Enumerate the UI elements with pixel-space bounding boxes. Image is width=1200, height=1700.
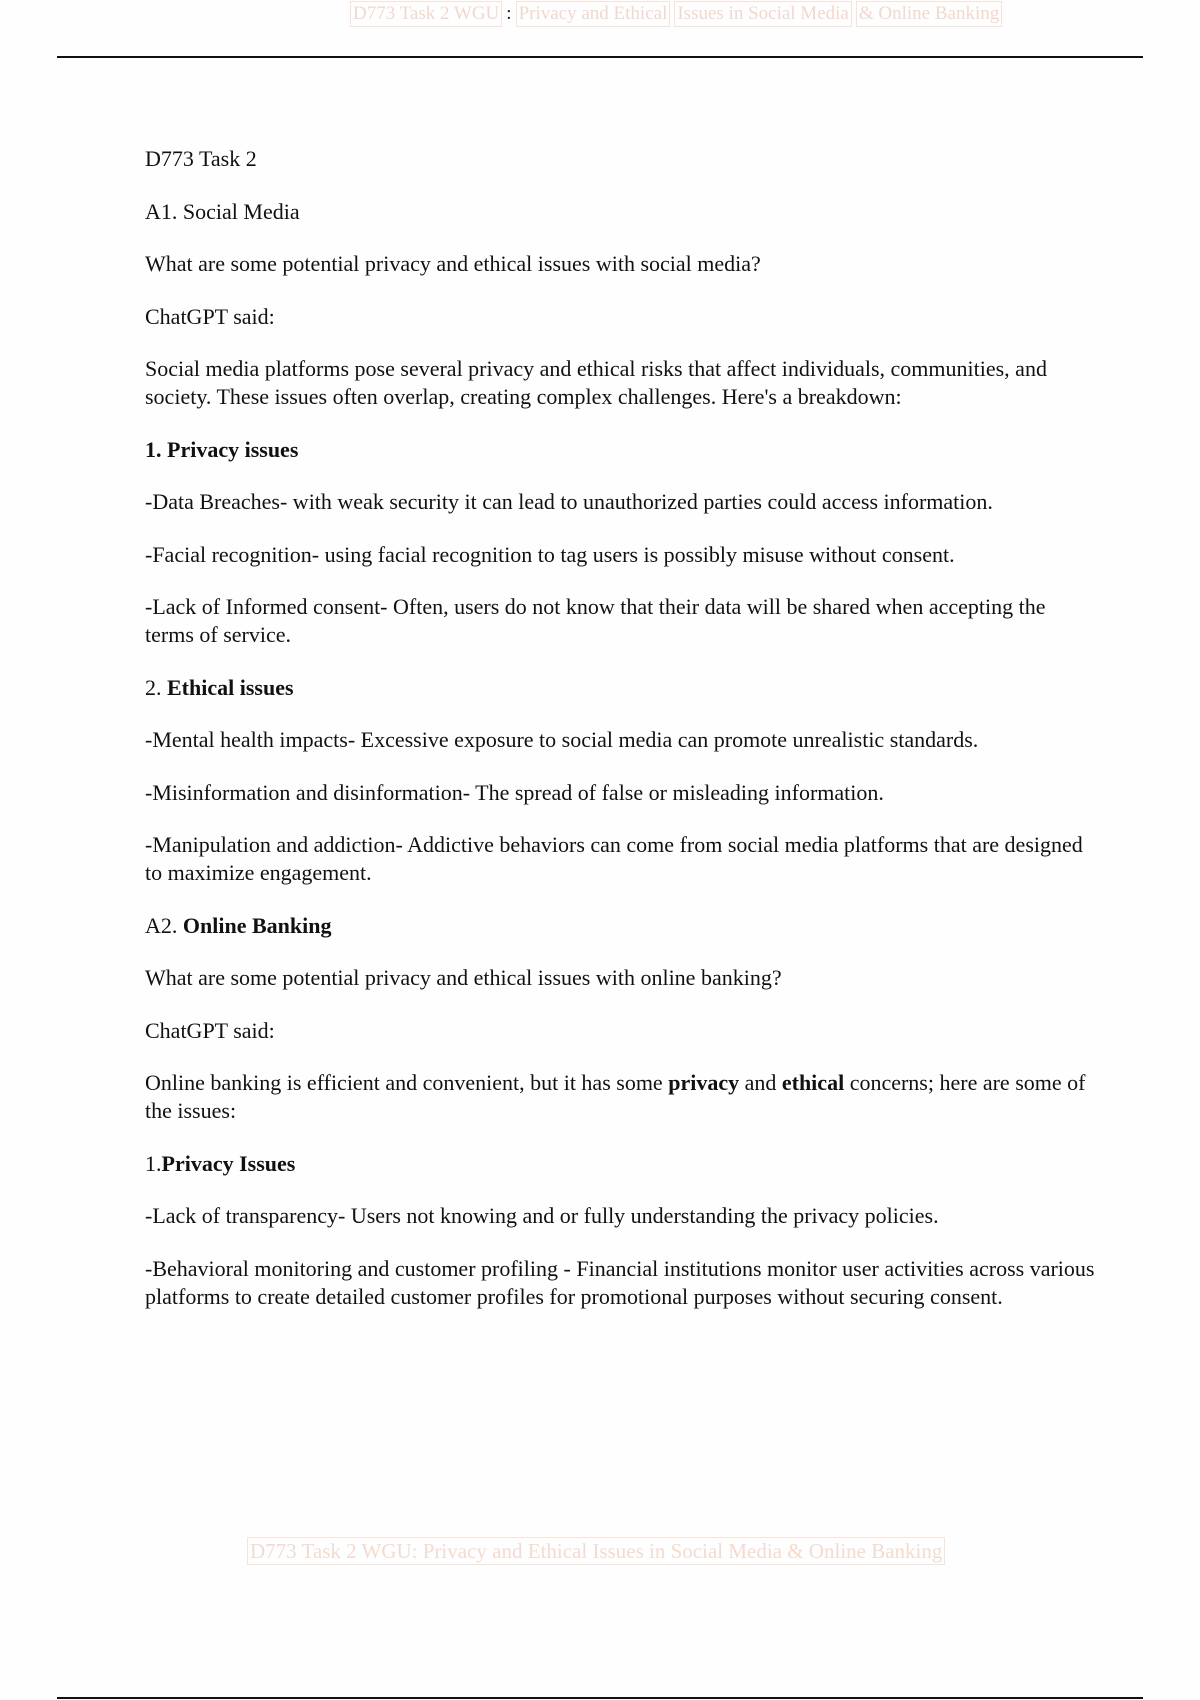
list-item: -Lack of Informed consent- Often, users do not know that their data will be shared when accepting the terms of service. bbox=[145, 594, 1046, 647]
a1-ethical-number: 2. bbox=[145, 674, 167, 700]
watermark-text: Issues in Social Media bbox=[674, 1, 852, 27]
watermark-text: Privacy and Ethical bbox=[516, 1, 671, 27]
a2-privacy-number: 1. bbox=[145, 1150, 162, 1176]
a2-intro-privacy: privacy bbox=[668, 1070, 740, 1095]
a2-intro bbox=[145, 1069, 1095, 1125]
list-item: -Lack of transparency- Users not knowing and or fully understanding the privacy policies. bbox=[145, 1203, 939, 1228]
list-item: -Data Breaches- with weak security it can lead to unauthorized parties could access information. bbox=[145, 489, 993, 514]
a1-ethical-heading bbox=[145, 674, 1095, 702]
watermark-footer: D773 Task 2 WGU: Privacy and Ethical Issues in Social Media & Online Banking bbox=[247, 1537, 945, 1565]
a2-privacy-heading-text: Privacy Issues bbox=[161, 1150, 296, 1176]
section-heading-a1: A1. Social Media bbox=[145, 198, 300, 224]
section-heading-a2 bbox=[145, 912, 1095, 940]
a1-ethical-heading-text: Ethical issues bbox=[167, 674, 294, 700]
list-item: -Mental health impacts- Excessive exposure to social media can promote unrealistic standards. bbox=[145, 727, 979, 752]
a1-privacy-heading bbox=[145, 436, 1095, 464]
a2-intro-part: Online banking is efficient and convenient, but it has some bbox=[145, 1070, 669, 1095]
footer-divider bbox=[57, 1697, 1143, 1699]
watermark-separator: : bbox=[506, 3, 512, 24]
a1-intro: Social media platforms pose several privacy and ethical risks that affect individuals, communities, and society. These issues often overlap, creating complex challenges. Here's a breakdown: bbox=[145, 356, 1047, 409]
list-item: -Manipulation and addiction- Addictive behaviors can come from social media platforms that are designed to maximize engagement. bbox=[145, 832, 1083, 885]
document-body bbox=[145, 145, 1095, 1335]
list-item: -Facial recognition- using facial recognition to tag users is possibly misuse without consent. bbox=[145, 541, 955, 567]
list-item: -Misinformation and disinformation- The spread of false or misleading information. bbox=[145, 779, 884, 805]
a2-prefix: A2. bbox=[145, 912, 183, 938]
list-item: -Behavioral monitoring and customer profiling - Financial institutions monitor user activities across various platforms to create detailed customer profiles for promotional purposes without securing consent. bbox=[145, 1255, 1095, 1309]
header-divider bbox=[57, 56, 1143, 58]
a1-chatgpt-label: ChatGPT said: bbox=[145, 303, 275, 329]
watermark-text: & Online Banking bbox=[856, 1, 1002, 27]
watermark-header bbox=[350, 1, 1002, 27]
a2-intro-ethical: ethical bbox=[781, 1070, 845, 1095]
a2-privacy-heading bbox=[145, 1150, 1095, 1178]
a2-heading-text: Online Banking bbox=[182, 912, 332, 938]
a2-chatgpt-label: ChatGPT said: bbox=[145, 1017, 275, 1043]
a1-privacy-heading-text: 1. Privacy issues bbox=[145, 436, 299, 462]
a1-question: What are some potential privacy and ethical issues with social media? bbox=[145, 251, 761, 276]
document-title: D773 Task 2 bbox=[145, 146, 257, 171]
a2-question: What are some potential privacy and ethical issues with online banking? bbox=[145, 965, 782, 990]
a2-intro-part: concerns; here are some of the issues: bbox=[145, 1070, 1086, 1123]
watermark-text: D773 Task 2 WGU bbox=[350, 1, 502, 27]
a2-intro-part: and bbox=[739, 1070, 782, 1095]
